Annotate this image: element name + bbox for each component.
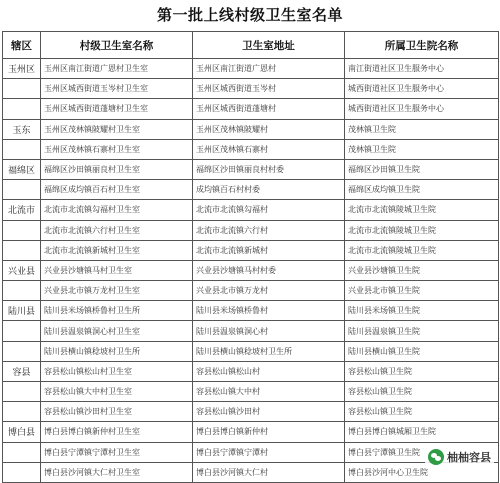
clinic-address-cell: 容县松山镇松山村: [193, 361, 345, 381]
watermark: [425, 448, 494, 466]
clinic-address-cell: 陆川县横山镇稔坡村卫生所: [193, 341, 345, 361]
clinic-address-cell: 玉州区茂林镇石寨村: [193, 139, 345, 159]
hospital-name-cell: 城西街道社区卫生服务中心: [345, 99, 499, 119]
table-row: [3, 422, 499, 442]
clinic-name-cell: 兴业县沙塘镇马村卫生室: [41, 260, 193, 280]
table-row: [3, 79, 499, 99]
hospital-name-cell: 茂林镇卫生院: [345, 139, 499, 159]
header-clinic-address: 卫生室地址: [193, 32, 345, 59]
hospital-name-cell: 福绵区沙田镇卫生院: [345, 159, 499, 179]
header-hospital-name: 所属卫生院名称: [345, 32, 499, 59]
district-cell: [3, 462, 41, 482]
clinic-address-cell: 兴业县北市镇万龙村: [193, 281, 345, 301]
clinic-address-cell: 玉州区城西街道蓬塘村: [193, 99, 345, 119]
table-row: [3, 301, 499, 321]
hospital-name-cell: 容县松山镇卫生院: [345, 361, 499, 381]
clinic-address-cell: 玉州区南江街道广恩村: [193, 59, 345, 79]
clinic-name-cell: 兴业县北市镇万龙村卫生室: [41, 281, 193, 301]
clinic-address-cell: 福绵区沙田镇丽良村村委: [193, 159, 345, 179]
clinic-address-cell: 陆川县米场镇桥鲁村: [193, 301, 345, 321]
clinic-name-cell: 容县松山镇松山村卫生室: [41, 361, 193, 381]
table-body: [3, 59, 499, 483]
clinic-name-cell: 玉州区茂林镇陂耀村卫生室: [41, 119, 193, 139]
table-row: [3, 240, 499, 260]
clinic-name-cell: 福绵区成均镇百石村卫生室: [41, 180, 193, 200]
hospital-name-cell: 博白县沙河中心卫生院: [345, 462, 499, 482]
clinic-address-cell: 博白县宁潭镇宁潭村: [193, 442, 345, 462]
hospital-name-cell: 容县松山镇卫生院: [345, 382, 499, 402]
hospital-name-cell: 北流市北流镇陵城卫生院: [345, 200, 499, 220]
hospital-name-cell: 北流市北流镇陵城卫生院: [345, 220, 499, 240]
clinic-name-cell: 陆川县横山镇稔坡村卫生所: [41, 341, 193, 361]
table-row: [3, 200, 499, 220]
table-row: [3, 139, 499, 159]
district-cell: 玉州区: [3, 59, 41, 79]
header-clinic-name: 村级卫生室名称: [41, 32, 193, 59]
table-row: [3, 260, 499, 280]
hospital-name-cell: 北流市北流镇陵城卫生院: [345, 240, 499, 260]
clinic-name-cell: 容县松山镇大中村卫生室: [41, 382, 193, 402]
table-row: [3, 402, 499, 422]
district-cell: 北流市: [3, 200, 41, 220]
table-header-row: [3, 32, 499, 59]
header-district: 辖区: [3, 32, 41, 59]
clinic-name-cell: 福绵区沙田镇丽良村卫生室: [41, 159, 193, 179]
table-row: [3, 341, 499, 361]
clinic-address-cell: 博白县博白镇新仲村: [193, 422, 345, 442]
table-row: [3, 361, 499, 381]
clinic-address-cell: 玉州区茂林镇陂耀村: [193, 119, 345, 139]
hospital-name-cell: 博白县博白镇城厢卫生院: [345, 422, 499, 442]
district-cell: [3, 139, 41, 159]
page-title: 第一批上线村级卫生室名单: [156, 6, 343, 24]
clinic-name-cell: 陆川县温泉镇洞心村卫生室: [41, 321, 193, 341]
district-cell: 博白县: [3, 422, 41, 442]
clinic-name-cell: 玉州区城西街道蓬塘村卫生室: [41, 99, 193, 119]
district-cell: [3, 79, 41, 99]
clinic-name-cell: 博白县沙河镇大仁村卫生室: [41, 462, 193, 482]
district-cell: 玉东: [3, 119, 41, 139]
district-cell: [3, 321, 41, 341]
table-row: [3, 99, 499, 119]
clinic-address-cell: 成均镇百石村村委: [193, 180, 345, 200]
clinic-name-cell: 北流市北流镇勾福村卫生室: [41, 200, 193, 220]
district-cell: 兴业县: [3, 260, 41, 280]
clinic-address-cell: 兴业县沙塘镇马村村委: [193, 260, 345, 280]
table-row: [3, 119, 499, 139]
district-cell: [3, 180, 41, 200]
clinic-address-cell: 陆川县温泉镇洞心村: [193, 321, 345, 341]
clinic-address-cell: 容县松山镇沙田村: [193, 402, 345, 422]
hospital-name-cell: 陆川县横山镇卫生院: [345, 341, 499, 361]
clinic-name-cell: 博白县宁潭镇宁潭村卫生室: [41, 442, 193, 462]
wechat-icon: [428, 449, 444, 465]
district-cell: [3, 382, 41, 402]
hospital-name-cell: 容县松山镇卫生院: [345, 402, 499, 422]
clinic-address-cell: 容县松山镇大中村: [193, 382, 345, 402]
district-cell: 容县: [3, 361, 41, 381]
hospital-name-cell: 南江街道社区卫生服务中心: [345, 59, 499, 79]
district-cell: [3, 402, 41, 422]
hospital-name-cell: 茂林镇卫生院: [345, 119, 499, 139]
table-row: [3, 462, 499, 482]
hospital-name-cell: 陆川县温泉镇卫生院: [345, 321, 499, 341]
district-cell: [3, 442, 41, 462]
hospital-name-cell: 陆川县米场镇卫生院: [345, 301, 499, 321]
clinic-address-cell: 北流市北流镇新城村: [193, 240, 345, 260]
clinic-address-cell: 北流市北流镇勾福村: [193, 200, 345, 220]
district-cell: [3, 281, 41, 301]
clinic-address-cell: 博白县沙河镇大仁村: [193, 462, 345, 482]
district-cell: [3, 220, 41, 240]
table-row: [3, 382, 499, 402]
clinic-name-cell: 玉州区南江街道广恩村卫生室: [41, 59, 193, 79]
table-row: [3, 59, 499, 79]
hospital-name-cell: 福绵区成均镇卫生院: [345, 180, 499, 200]
district-cell: [3, 240, 41, 260]
clinic-name-cell: 玉州区城西街道玉岑村卫生室: [41, 79, 193, 99]
clinic-address-cell: 北流市北流镇六行村: [193, 220, 345, 240]
table-row: [3, 281, 499, 301]
district-cell: 福绵区: [3, 159, 41, 179]
clinic-name-cell: 北流市北流镇新城村卫生室: [41, 240, 193, 260]
clinic-address-cell: 玉州区城西街道玉岑村: [193, 79, 345, 99]
hospital-name-cell: 博白县宁潭镇卫生院: [345, 442, 499, 462]
district-cell: [3, 99, 41, 119]
clinic-name-cell: 北流市北流镇六行村卫生室: [41, 220, 193, 240]
watermark-text: 柚柚容县: [447, 451, 491, 464]
clinic-table: [2, 31, 499, 483]
table-row: [3, 220, 499, 240]
table-row: [3, 321, 499, 341]
clinic-name-cell: 容县松山镇沙田村卫生室: [41, 402, 193, 422]
district-cell: [3, 341, 41, 361]
hospital-name-cell: 城西街道社区卫生服务中心: [345, 79, 499, 99]
clinic-name-cell: 博白县博白镇新仲村卫生室: [41, 422, 193, 442]
clinic-name-cell: 陆川县米场镇桥鲁村卫生所: [41, 301, 193, 321]
hospital-name-cell: 兴业县北市镇卫生院: [345, 281, 499, 301]
table-row: [3, 159, 499, 179]
clinic-name-cell: 玉州区茂林镇石寨村卫生室: [41, 139, 193, 159]
hospital-name-cell: 兴业县沙塘镇卫生院: [345, 260, 499, 280]
table-row: [3, 180, 499, 200]
district-cell: 陆川县: [3, 301, 41, 321]
